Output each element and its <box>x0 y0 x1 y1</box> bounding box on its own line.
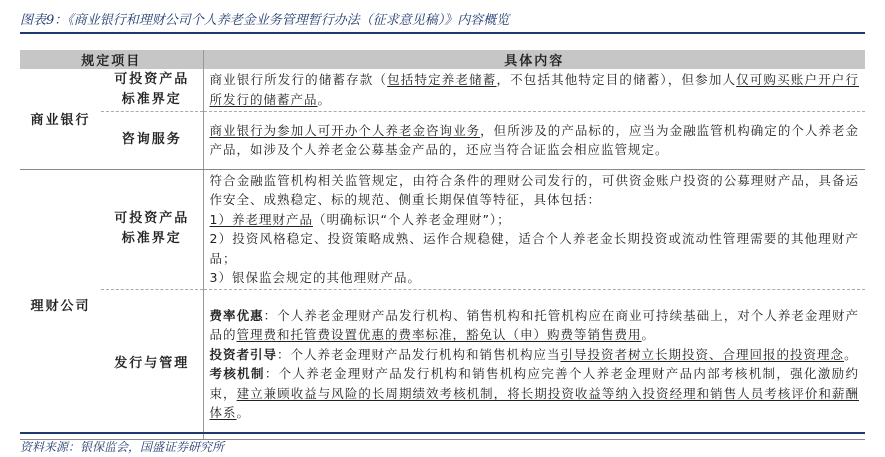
table-row <box>20 111 865 169</box>
underlined-text: 引导投资者树立长期投资、合理回报的投资理念 <box>560 346 845 362</box>
content-text: ，但所涉及的产品标的，应当为金融监管机构确定的个人养老金产品，如涉及个人养老金公募基金产品的，还应当符合证监会相应监管规定。 <box>209 122 859 157</box>
content-text: 。 <box>236 405 251 420</box>
item-label: 可投资产品 <box>114 71 190 87</box>
top-rule <box>20 32 865 34</box>
table-row <box>20 69 865 111</box>
item-cell <box>101 69 203 111</box>
content-text: 商业银行所发行的储蓄存款（ <box>209 72 388 88</box>
item-label: 标准界定 <box>121 91 182 107</box>
content-text: 符合金融监管机构相关监管规定，由符合条件的理财公司发行的，可供资金账户投资的公募理财产品，具备运作安全、成熟稳定、标的规范、侧重长期保值等特征，具体包括： <box>209 172 859 207</box>
underlined-text: 建立兼顾收益与风险的长周期绩效考核机制，将长期投资收益等纳入投资经理和销售人员考核评价和薪酬体系 <box>209 385 859 420</box>
table-header-row <box>20 50 865 69</box>
paragraph-investor <box>210 345 859 365</box>
content-cell <box>203 169 865 289</box>
source-note: 资料来源：银保监会，国盛证券研究所 <box>20 440 225 454</box>
paragraph-evaluation <box>210 364 859 423</box>
content-table <box>20 50 865 440</box>
bold-label: 考核机制 <box>209 366 265 381</box>
table-row <box>20 289 865 439</box>
item-label: 咨询服务 <box>101 111 203 169</box>
item-label: 标准界定 <box>121 231 182 246</box>
figure-caption: 图表9：《商业银行和理财公司个人养老金业务管理暂行办法（征求意见稿）》内容概览 <box>20 13 510 28</box>
org-bank: 商业银行 <box>20 69 101 169</box>
bold-label: 投资者引导 <box>209 346 278 362</box>
header-content: 具体内容 <box>203 50 865 69</box>
table-row <box>20 169 865 289</box>
header-item: 规定项目 <box>20 50 203 69</box>
list-item <box>210 210 859 230</box>
content-cell <box>203 111 865 169</box>
content-cell <box>203 289 865 439</box>
content-text: ：个人养老金理财产品发行机构、销售机构和托管机构应在商业可持续基础上，对个人养老金理财产品的 <box>209 307 859 342</box>
paragraph-fee <box>210 306 859 345</box>
underlined-text: 商业银行为参加人可开办个人养老金咨询业务 <box>209 122 481 138</box>
content-text: 。 <box>641 327 656 342</box>
content-text: ，不包括其他特定目的储蓄），但参加人 <box>496 72 737 88</box>
content-text: （明确标识“个人养老金理财”）； <box>312 211 511 227</box>
underlined-text: 仅可购买账户开户行所发行的储蓄产品 <box>209 72 859 107</box>
underlined-text: 包括特定养老储蓄 <box>387 72 497 88</box>
content-cell <box>203 69 865 111</box>
content-text: ：个人养老金理财产品发行机构和销售机构应完善个人养老金理财产品内部考核机制，强化激励约束， <box>209 366 859 401</box>
underlined-text: 1）养老理财产品 <box>209 211 313 227</box>
underlined-text: 管理费和托管费设置优惠的费率标准，豁免认（申）购费等销售费用 <box>236 327 642 342</box>
content-text: 。 <box>317 91 332 107</box>
item-label: 可投资产品 <box>114 211 190 226</box>
org-wealth: 理财公司 <box>20 169 101 439</box>
item-cell <box>101 169 203 289</box>
content-text: 。 <box>844 346 858 362</box>
bottom-rule <box>20 432 865 434</box>
bold-label: 费率优惠 <box>209 307 264 323</box>
list-item: 2）投资风格稳定、投资策略成熟、运作合规稳健，适合个人养老金长期投资或流动性管理需要的其他理财产品； <box>209 231 859 266</box>
item-label: 发行与管理 <box>101 289 203 439</box>
content-text: ：个人养老金理财产品发行机构和销售机构应当 <box>277 346 561 362</box>
list-item: 3）银保监会规定的其他理财产品。 <box>209 270 421 285</box>
